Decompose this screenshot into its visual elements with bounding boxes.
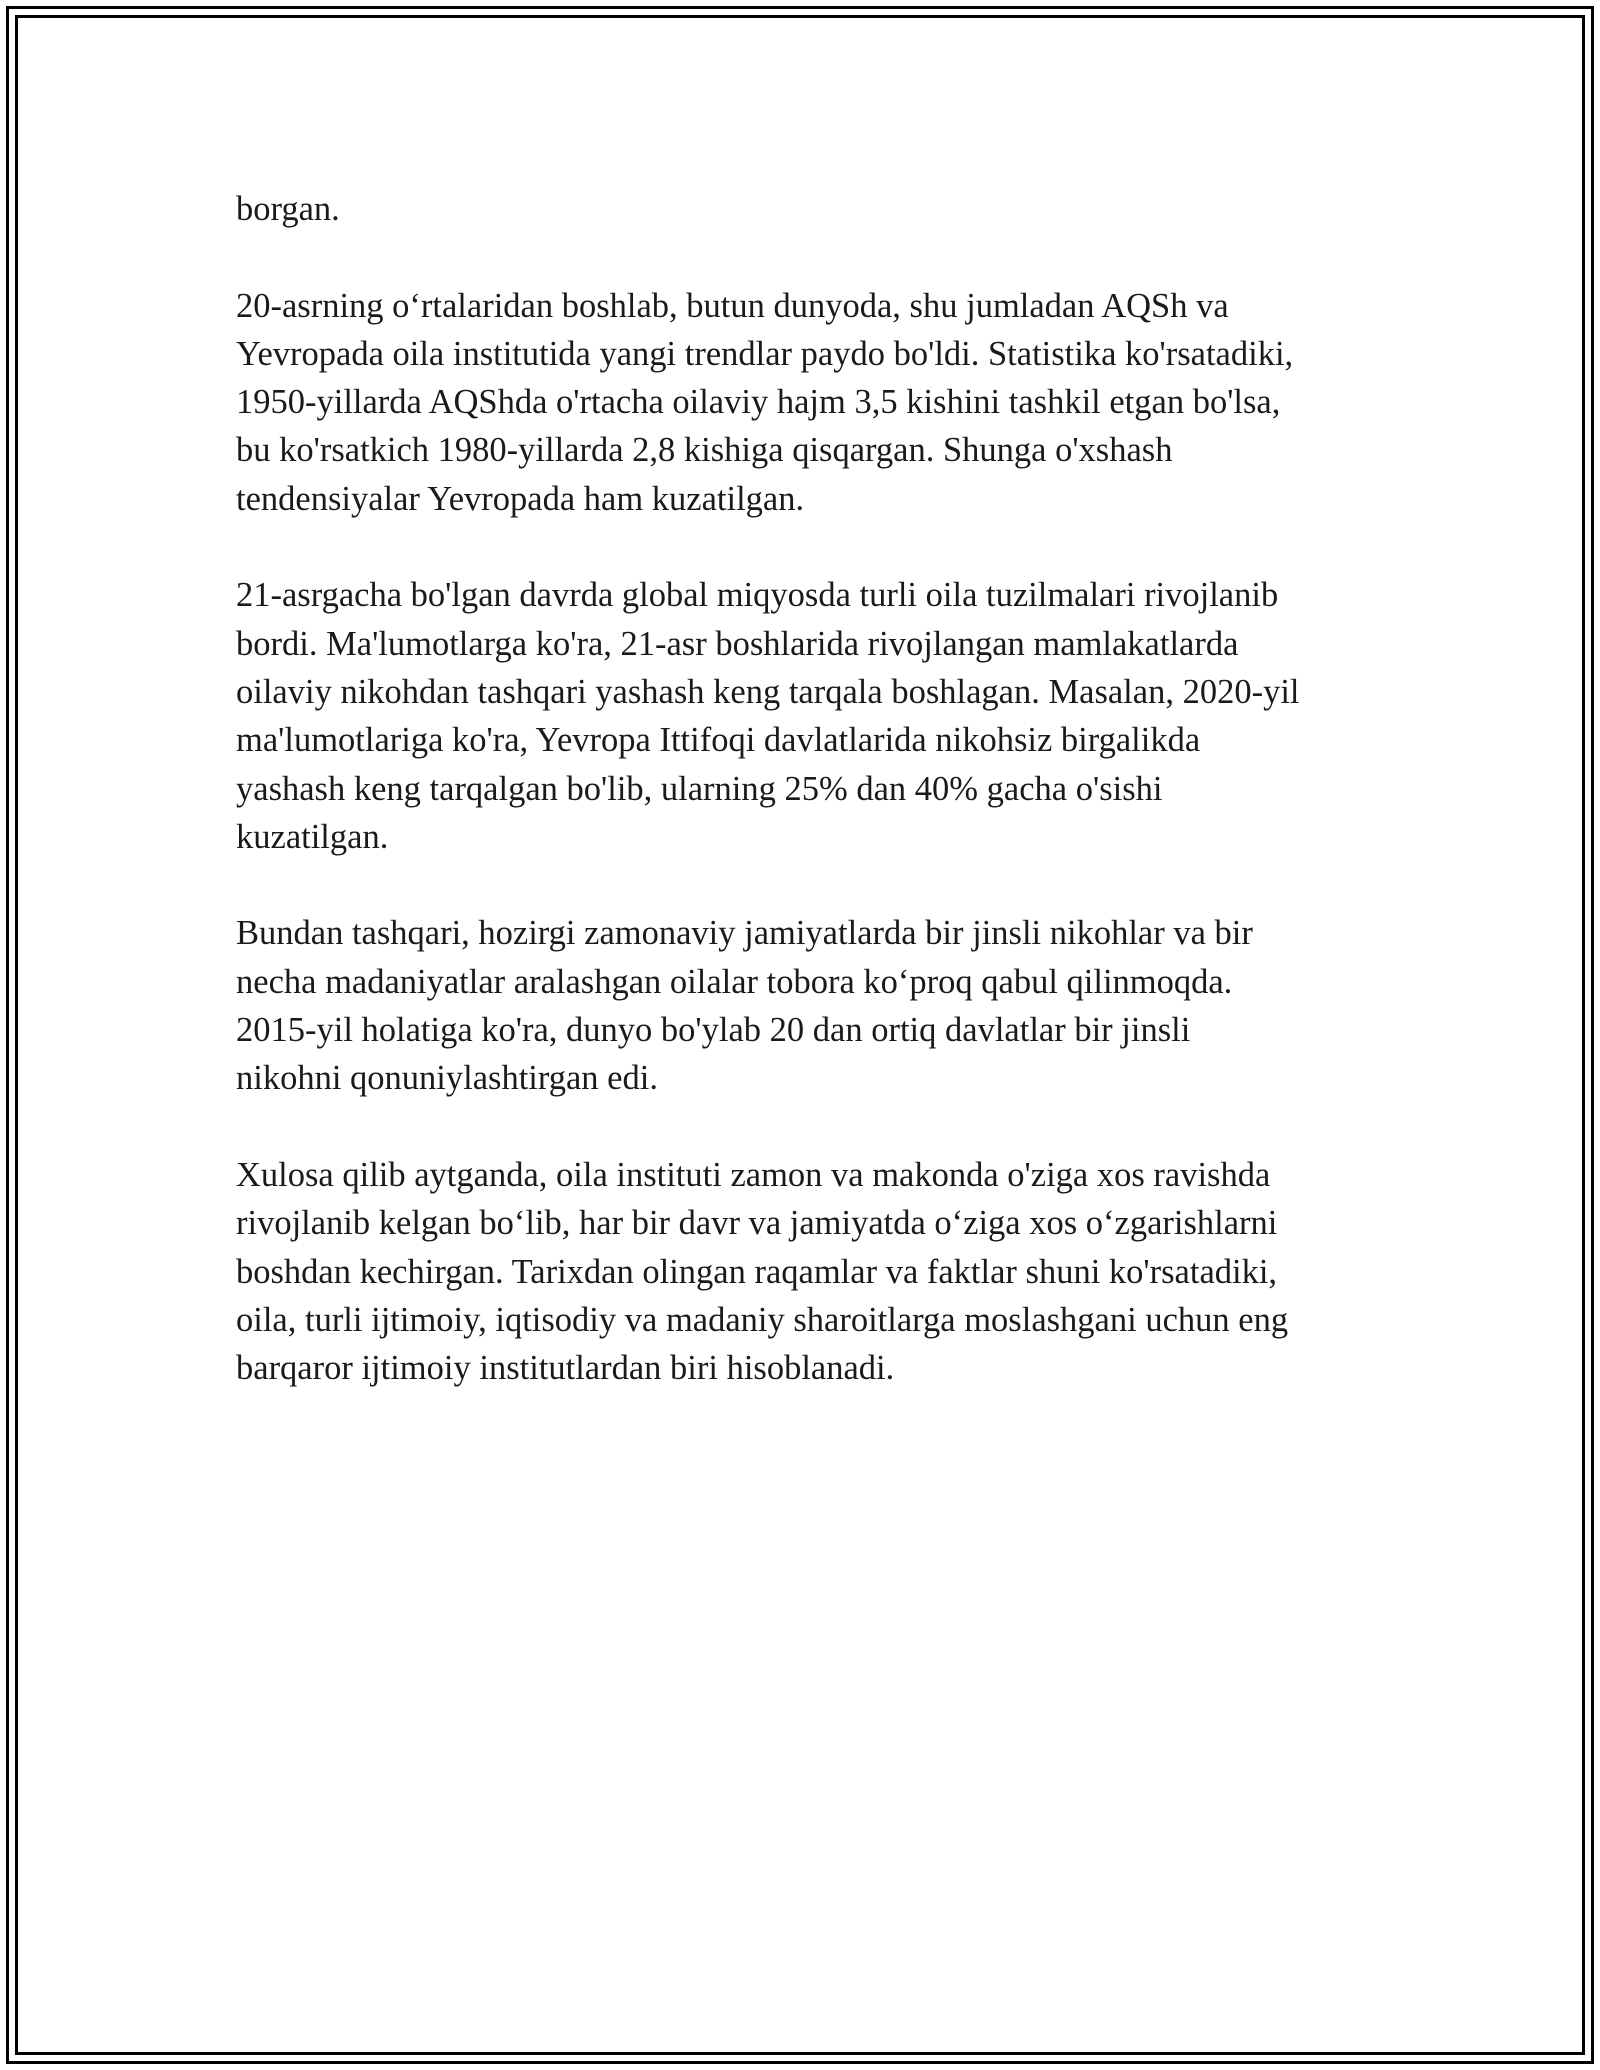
text-line: Bundan tashqari, hozirgi zamonaviy jamiyatlarda bir jinsli nikohlar va bir (236, 914, 1253, 953)
paragraph-continuation (236, 185, 1386, 233)
text-line: bordi. Ma'lumotlarga ko'ra, 21-asr boshlarida rivojlangan mamlakatlarda (236, 624, 1239, 663)
text-line: 21-asrgacha bo'lgan davrda global miqyosda turli oila tuzilmalari rivojlanib (236, 576, 1279, 615)
text-line: kuzatilgan. (236, 817, 389, 856)
document-body (236, 185, 1386, 1441)
text-line: barqaror ijtimoiy institutlardan biri hisoblanadi. (236, 1349, 895, 1388)
text-line: Xulosa qilib aytganda, oila instituti zamon va makonda o'ziga xos ravishda (236, 1155, 1271, 1194)
paragraph-20th-century-trends (236, 282, 1386, 523)
text-line: rivojlanib kelgan bo‘lib, har bir davr va jamiyatda o‘ziga xos o‘zgarishlarni (236, 1204, 1278, 1243)
text-line: 1950-yillarda AQShda o'rtacha oilaviy hajm 3,5 kishini tashkil etgan bo'lsa, (236, 383, 1281, 422)
paragraph-21st-century-structures (236, 571, 1386, 861)
text-line: borgan. (236, 190, 340, 228)
text-line: oila, turli ijtimoiy, iqtisodiy va madaniy sharoitlarga moslashgani uchun eng (236, 1300, 1289, 1339)
text-line: nikohni qonuniylashtirgan edi. (236, 1059, 658, 1098)
paragraph-modern-societies (236, 909, 1386, 1102)
paragraph-conclusion (236, 1151, 1386, 1392)
text-line: Yevropada oila institutida yangi trendlar paydo bo'ldi. Statistika ko'rsatadiki, (236, 334, 1294, 373)
text-line: bu ko'rsatkich 1980-yillarda 2,8 kishiga qisqargan. Shunga o'xshash (236, 431, 1173, 470)
text-line: 20-asrning o‘rtalaridan boshlab, butun dunyoda, shu jumladan AQSh va (236, 286, 1229, 325)
text-line: 2015-yil holatiga ko'ra, dunyo bo'ylab 20 dan ortiq davlatlar bir jinsli (236, 1011, 1191, 1050)
text-line: yashash keng tarqalgan bo'lib, ularning 25% dan 40% gacha o'sishi (236, 769, 1163, 808)
text-line: oilaviy nikohdan tashqari yashash keng tarqala boshlagan. Masalan, 2020-yil (236, 672, 1300, 711)
text-line: tendensiyalar Yevropada ham kuzatilgan. (236, 479, 805, 518)
text-line: ma'lumotlariga ko'ra, Yevropa Ittifoqi davlatlarida nikohsiz birgalikda (236, 721, 1201, 760)
text-line: boshdan kechirgan. Tarixdan olingan raqamlar va faktlar shuni ko'rsatadiki, (236, 1252, 1278, 1291)
text-line: necha madaniyatlar aralashgan oilalar tobora ko‘proq qabul qilinmoqda. (236, 962, 1233, 1001)
